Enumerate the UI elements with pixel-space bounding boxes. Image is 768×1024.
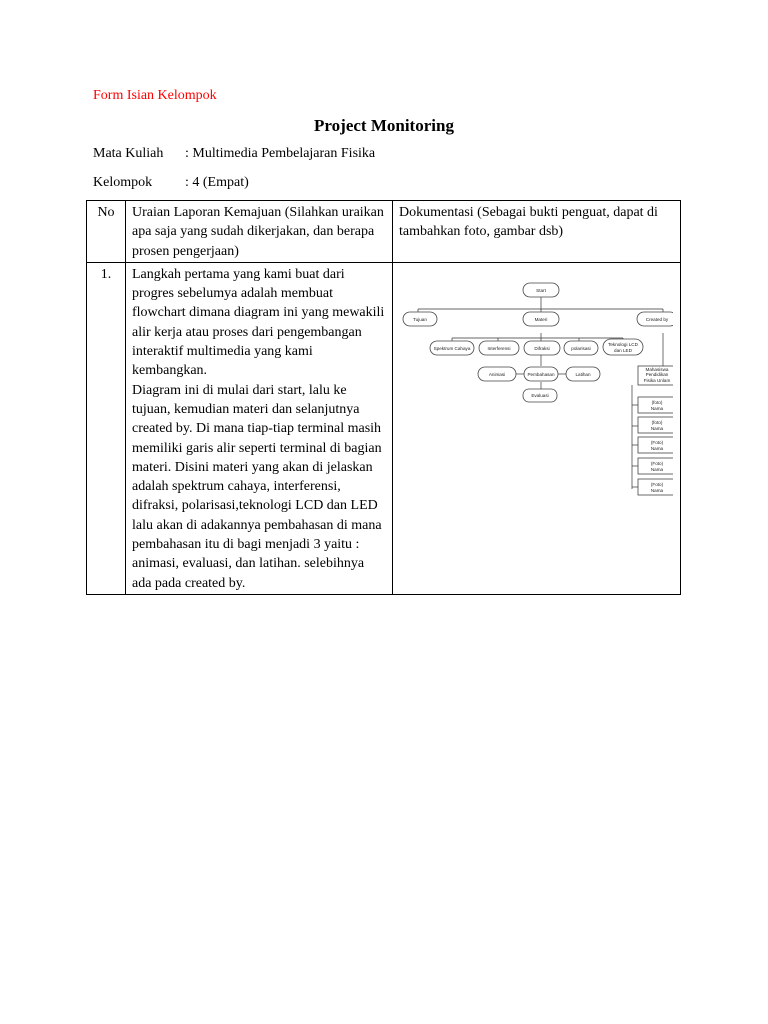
flow-member-name: Nama (650, 405, 664, 411)
flow-difraksi: Difraksi (534, 345, 550, 351)
header-dokumentasi: Dokumentasi (Sebagai bukti penguat, dapat di tambahkan foto, gambar dsb) (393, 201, 681, 263)
flow-pembahasan: Pembahasan (527, 371, 555, 377)
flow-materi: Materi (534, 316, 548, 322)
flow-member-photo: (foto) (651, 419, 663, 425)
flow-mahasiswa-2: Pendidikan (645, 371, 669, 377)
flow-member-photo: (Foto) (650, 439, 664, 445)
flow-polarisasi: polarisasi (571, 345, 591, 351)
mata-kuliah-label: Mata Kuliah (93, 146, 164, 161)
row-number: 1. (87, 262, 126, 594)
mata-kuliah-row (93, 146, 375, 162)
flowchart-image (399, 265, 673, 497)
flow-mahasiswa-1: Mahasiswa (645, 366, 669, 372)
flow-member-photo: (foto) (651, 399, 663, 405)
mata-kuliah-value: : Multimedia Pembelajaran Fisika (185, 146, 376, 161)
page-title: Project Monitoring (314, 116, 454, 135)
flow-member-photo: (Foto) (650, 481, 664, 487)
flow-interferensi: Interferensi (487, 345, 511, 351)
flow-latihan: Latihan (575, 371, 591, 377)
row-dokumentasi (393, 262, 681, 594)
form-label: Form Isian Kelompok (93, 88, 217, 103)
header-uraian: Uraian Laporan Kemajuan (Silahkan uraikan apa saja yang sudah dikerjakan, dan berapa prosen pengerjaan) (126, 201, 393, 263)
kelompok-label: Kelompok (93, 175, 153, 190)
flow-member-name: Nama (650, 445, 664, 451)
flow-created-by: Created by (645, 316, 669, 322)
flow-teknologi-2: dan LED (614, 347, 632, 353)
flow-evaluasi: Evaluasi (531, 392, 549, 398)
flow-member-name: Nama (650, 425, 664, 431)
header-no: No (87, 201, 126, 263)
table-header-row (87, 201, 681, 263)
flow-start: Start (536, 287, 546, 293)
table-row (87, 262, 681, 594)
flow-member-name: Nama (650, 466, 664, 472)
flow-member-photo: (Foto) (650, 460, 664, 466)
report-table (86, 200, 681, 595)
kelompok-value: : 4 (Empat) (185, 175, 249, 190)
flow-teknologi-1: Teknologi LCD (608, 341, 638, 347)
flow-animasi: Animasi (488, 371, 506, 377)
flow-spektrum: Spektrum Cahaya (433, 345, 471, 351)
kelompok-row (93, 175, 249, 191)
row-uraian: Langkah pertama yang kami buat dari progres sebelumya adalah membuat flowchart dimana diagram ini yang mewakili alir kerja atau proses dari pengembangan interaktif multimedia yang kami kembangkan. Diagram ini di mulai dari start, lalu ke tujuan, kemudian materi dan selanjutnya created by. Di mana tiap-tiap terminal masih memiliki garis alir seperti terminal di bagian materi. Disini materi yang akan di jelaskan adalah spektrum cahaya, interferensi, difraksi, polarisasi,teknologi LCD dan LED lalu akan di adakannya pembahasan di mana pembahasan itu di bagi menjadi 3 yaitu : animasi, evaluasi, dan latihan. selebihnya ada pada created by. (126, 262, 393, 594)
flow-tujuan: Tujuan (413, 316, 427, 322)
flow-member-name: Nama (650, 487, 664, 493)
flow-mahasiswa-3: Fisika Unlam (643, 377, 671, 383)
